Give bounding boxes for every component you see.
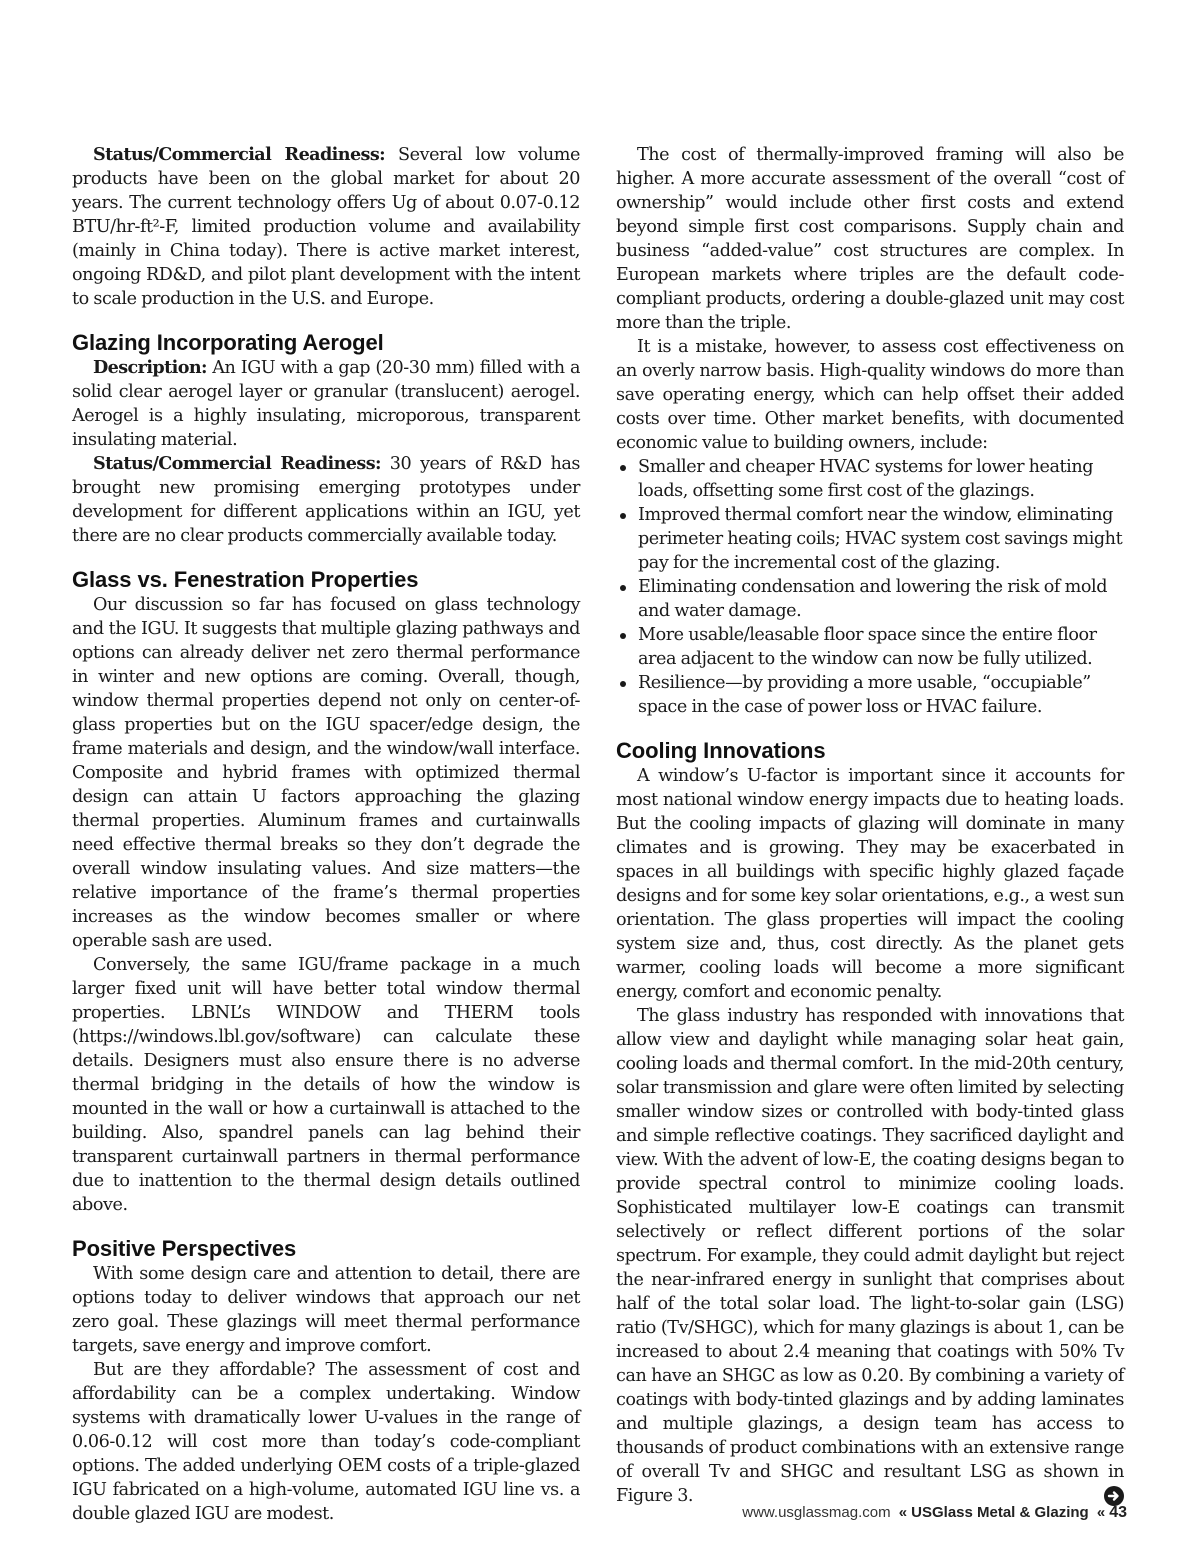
footer-magazine-title: USGlass Metal & Glazing: [911, 1504, 1089, 1521]
body-paragraph: The cost of thermally-improved framing will also be higher. A more accurate assessment of the overall “cost of ownership” would include other first costs and extend beyond simple first cost comparisons. Supply chain and business “added-value” cost structures are complex. In European markets where triples are the default code-compliant products, ordering a double-glazed unit may cost more than the triple.: [616, 145, 1124, 333]
body-paragraph: A window’s U-factor is important since it accounts for most national window energy impacts due to heating loads. But the cooling impacts of glazing will dominate in many climates and is growing. They may be exacerbated in spaces in all buildings with specific highly glazed façade designs and for some key solar orientations, e.g., a west sun orientation. The glass properties will impact the cooling system size and, thus, cost directly. As the planet gets warmer, cooling loads will become a more significant energy, comfort and economic penalty.: [616, 766, 1124, 1002]
description-text: An IGU with a gap (20-30 mm) filled with a solid clear aerogel layer or granular (translucent) aerogel. Aerogel is a highly insulating, microporous, transparent insulating material.: [72, 358, 580, 450]
list-item: More usable/leasable floor space since the entire floor area adjacent to the window can now be fully utilized.: [616, 623, 1124, 671]
heading-aerogel: Glazing Incorporating Aerogel: [72, 330, 384, 355]
arrow-right-circle-icon-svg: [1104, 1486, 1124, 1506]
status-text-1: Several low volume products have been on the global market for about 20 years. The current technology offers Ug of about 0.07-0.12 BTU/hr-ft²-F, limited production volume and availability (mainly in China today). There is active market interest, ongoing RD&D, and pilot plant development with the intent to scale production in the U.S. and Europe.: [72, 145, 580, 309]
body-paragraph: But are they affordable? The assessment of cost and affordability can be a complex undertaking. Window systems with dramatically lower U-values in the range of 0.06-0.12 will cost more than today’s code-compliant options. The added underlying OEM costs of a triple-glazed IGU fabricated on a high-volume, automated IGU line vs. a double glazed IGU are modest.: [72, 1360, 580, 1524]
arrow-right-circle-icon[interactable]: [1104, 1486, 1124, 1506]
right-column: [616, 143, 1124, 1508]
heading-glass-vs-fenestration: Glass vs. Fenestration Properties: [72, 567, 419, 592]
page-footer: [742, 1504, 1127, 1522]
footer-separator: «: [1096, 1504, 1106, 1521]
body-paragraph: With some design care and attention to detail, there are options today to deliver windows that approach our net zero goal. These glazings will meet thermal performance targets, save energy and improve comfort.: [72, 1264, 580, 1356]
list-item: Resilience—by providing a more usable, “occupiable” space in the case of power loss or HVAC failure.: [616, 671, 1124, 719]
heading-cooling-innovations: Cooling Innovations: [616, 738, 826, 763]
page-number: 43: [1109, 1504, 1127, 1521]
status-lead-2: Status/Commercial Readiness:: [93, 453, 381, 474]
heading-positive-perspectives: Positive Perspectives: [72, 1236, 297, 1261]
description-lead: Description:: [93, 357, 207, 378]
status-lead-1: Status/Commercial Readiness:: [93, 144, 386, 165]
benefits-list: [616, 455, 1124, 719]
body-paragraph: Our discussion so far has focused on glass technology and the IGU. It suggests that multiple glazing pathways and options can already deliver net zero thermal performance in winter and new options are coming. Overall, though, window thermal properties depend not only on center-of-glass properties but on the IGU spacer/edge design, the frame materials and design, and the window/wall interface. Composite and hybrid frames with optimized thermal design can attain U factors approaching the glazing thermal properties. Aluminum frames and curtainwalls need effective thermal breaks so they don’t degrade the overall window insulating values. And size matters—the relative importance of the frame’s thermal properties increases as the window becomes smaller or where operable sash are used.: [72, 595, 580, 951]
status-text-2: 30 years of R&D has brought new promising emerging prototypes under development for different applications within an IGU, yet there are no clear products commercially available today.: [72, 454, 580, 546]
footer-url[interactable]: www.usglassmag.com: [742, 1504, 891, 1521]
body-paragraph: Conversely, the same IGU/frame package in a much larger fixed unit will have better total window thermal properties. LBNL’s WINDOW and THERM tools (https://windows.lbl.gov/software) can calculate these details. Designers must also ensure there is no adverse thermal bridging in the details of how the window is mounted in the wall or how a curtainwall is attached to the building. Also, spandrel panels can lag behind their transparent curtainwall partners in thermal performance due to inattention to the thermal design details outlined above.: [72, 955, 580, 1215]
status-paragraph-2: [72, 452, 580, 548]
status-paragraph-1: [72, 143, 580, 311]
footer-separator: «: [898, 1504, 908, 1521]
left-column: [72, 143, 580, 1526]
list-item: Improved thermal comfort near the window, eliminating perimeter heating coils; HVAC system cost savings might pay for the incremental cost of the glazing.: [616, 503, 1124, 575]
list-item: Eliminating condensation and lowering the risk of mold and water damage.: [616, 575, 1124, 623]
description-paragraph: [72, 356, 580, 452]
body-paragraph: The glass industry has responded with innovations that allow view and daylight while managing solar heat gain, cooling loads and thermal comfort. In the mid-20th century, solar transmission and glare were often limited by selecting smaller window sizes or controlled with body-tinted glass and simple reflective coatings. They sacrificed daylight and view. With the advent of low-E, the coating designs began to provide spectral control to minimize cooling loads. Sophisticated multilayer low-E coatings can transmit selectively or reflect different portions of the solar spectrum. For example, they could admit daylight but reject the near-infrared energy in sunlight that comprises about half of the total solar load. The light-to-solar gain (LSG) ratio (Tv/SHGC), which for many glazings is about 1, can be increased to about 2.4 meaning that coatings with 50% Tv can have an SHGC as low as 0.20. By combining a variety of coatings with body-tinted glazings and by adding laminates and multiple glazings, a design team has access to thousands of product combinations with an extensive range of overall Tv and SHGC and resultant LSG as shown in Figure 3.: [616, 1006, 1124, 1506]
list-item: Smaller and cheaper HVAC systems for lower heating loads, offsetting some first cost of the glazings.: [616, 455, 1124, 503]
final-paragraph-wrap: [616, 1004, 1124, 1508]
body-paragraph: It is a mistake, however, to assess cost effectiveness on an overly narrow basis. High-quality windows do more than save operating energy, which can help offset their added costs over time. Other market benefits, with documented economic value to building owners, include:: [616, 337, 1124, 453]
